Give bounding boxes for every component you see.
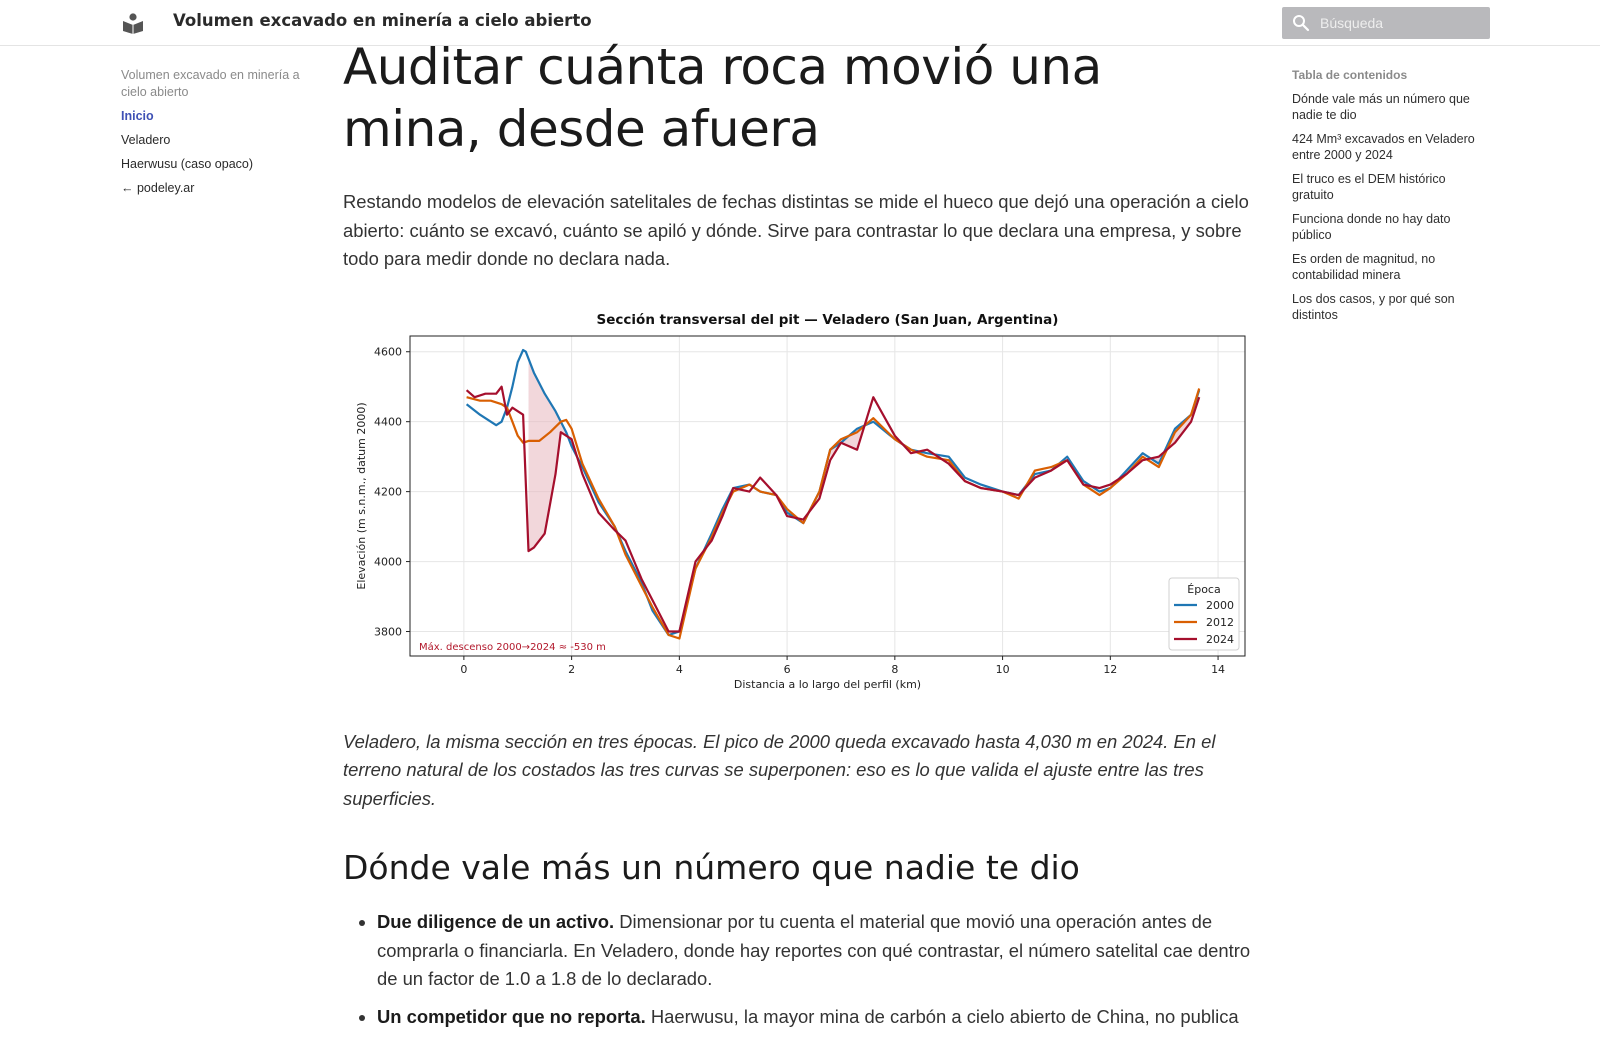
toc-item[interactable]: Es orden de magnitud, no contabilidad minera (1292, 252, 1436, 282)
chart-svg (343, 298, 1255, 703)
section-heading: Dónde vale más un número que nadie te dio (343, 848, 1080, 887)
legend-label-2000: 2000 (1206, 598, 1234, 612)
cross-section-chart (343, 298, 1255, 703)
nav-item-haerwusu[interactable]: Haerwusu (caso opaco) (121, 157, 254, 171)
nav-item-veladero[interactable]: Veladero (121, 133, 171, 147)
main-content (343, 36, 1255, 1040)
book-reader-icon[interactable] (122, 12, 144, 34)
y-axis-label: Elevación (m s.n.m., datum 2000) (355, 401, 368, 590)
x-tick-label: 10 (995, 662, 1010, 676)
series-line-2012 (467, 388, 1200, 638)
list-item (377, 908, 1255, 994)
toc-title: Tabla de contenidos (1292, 68, 1408, 82)
y-tick-label: 4200 (374, 485, 402, 499)
toc-item[interactable]: El truco es el DEM histórico gratuito (1292, 172, 1446, 202)
list-item (377, 1003, 1255, 1032)
list-item-text: Haerwusu, la mayor mina de carbón a cielo abierto de China, no publica (645, 1005, 1239, 1027)
toc-item[interactable]: Funciona donde no hay dato público (1292, 212, 1451, 242)
legend-title: Época (1187, 582, 1221, 596)
y-tick-label: 4000 (374, 555, 402, 569)
search-input[interactable] (1320, 7, 1484, 39)
page-title: Auditar cuánta roca movió una mina, desde afuera (343, 38, 1102, 158)
difference-area (529, 358, 572, 550)
x-tick-label: 8 (891, 662, 899, 676)
site-title[interactable]: Volumen excavado en minería a cielo abierto (173, 11, 592, 30)
x-axis-label: Distancia a lo largo del perfil (km) (733, 677, 922, 691)
x-tick-label: 14 (1211, 662, 1226, 676)
list-item-bold: Due diligence de un activo. (377, 911, 615, 932)
left-nav (121, 67, 311, 204)
x-tick-label: 2 (568, 662, 576, 676)
table-of-contents (1292, 67, 1482, 331)
bullet-list (343, 908, 1255, 1031)
toc-item[interactable]: Los dos casos, y por qué son distintos (1292, 292, 1455, 322)
series-line-2024 (467, 386, 1200, 631)
y-tick-label: 4400 (374, 415, 402, 429)
annotation-label: Máx. descenso 2000→2024 ≈ -530 m (419, 641, 606, 653)
x-tick-label: 12 (1103, 662, 1118, 676)
series-line-2000 (467, 350, 1200, 635)
x-tick-label: 4 (675, 662, 683, 676)
intro-paragraph: Restando modelos de elevación satelitales de fechas distintas se mide el hueco que dejó una operación a cielo abierto: cuánto se excavó, cuánto se apiló y dónde. Sirve para contrastar lo que declara una empresa, y sobre todo para medir donde no declara nada. (343, 191, 1249, 269)
y-tick-label: 4600 (374, 345, 402, 359)
legend-label-2012: 2012 (1206, 615, 1234, 629)
search-icon (1292, 14, 1310, 32)
list-item-bold: Un competidor que no reporta. (377, 1005, 646, 1027)
y-tick-label: 3800 (374, 625, 402, 639)
search-box[interactable] (1282, 7, 1490, 39)
nav-item-podeley-link[interactable]: ← podeley.ar (121, 181, 195, 195)
nav-title: Volumen excavado en minería a cielo abierto (121, 68, 300, 99)
figure-caption: Veladero, la misma sección en tres épocas. El pico de 2000 queda excavado hasta 4,030 m en 2024. En el terreno natural de los costados las tres curvas se superponen: eso es lo que valida el ajuste entre las tres superficies. (343, 730, 1216, 809)
x-tick-label: 6 (783, 662, 791, 676)
nav-item-inicio[interactable]: Inicio (121, 109, 154, 123)
legend-label-2024: 2024 (1206, 632, 1234, 646)
toc-item[interactable]: 424 Mm³ excavados en Veladero entre 2000 y 2024 (1292, 132, 1475, 162)
list-item-text: Dimensionar por tu cuenta el material que movió una operación antes de comprarla o financiarla. En Veladero, donde hay reportes con qué contrastar, el número satelital cae dentro de un factor de 1.0 a 1.8 de lo declarado. (377, 911, 1251, 989)
x-tick-label: 0 (460, 662, 468, 676)
chart-title: Sección transversal del pit — Veladero (San Juan, Argentina) (596, 311, 1059, 328)
toc-item[interactable]: Dónde vale más un número que nadie te dio (1292, 92, 1470, 122)
